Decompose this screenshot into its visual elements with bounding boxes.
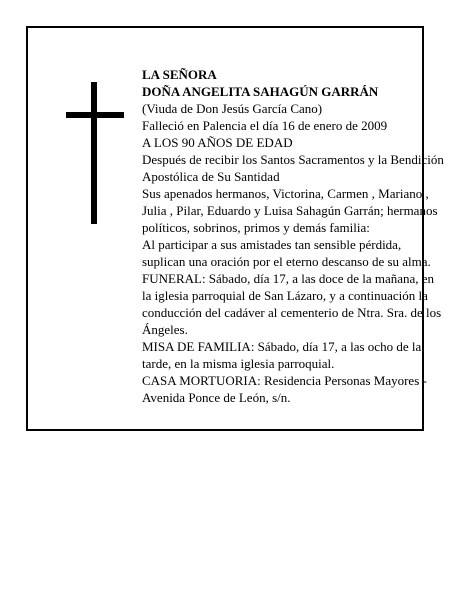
- age-line: A LOS 90 AÑOS DE EDAD: [142, 135, 293, 150]
- family-mass-paragraph: MISA DE FAMILIA: Sábado, día 17, a las ocho de la tarde, en la misma iglesia parroquial.: [142, 339, 422, 371]
- cross-vertical-bar: [91, 82, 97, 224]
- heading-title: LA SEÑORA: [142, 67, 217, 82]
- family-paragraph: Sus apenados hermanos, Victorina, Carmen , Mariano , Julia , Pilar, Eduardo y Luisa Sahagún Garrán; hermanos políticos, sobrinos, primos y demás familia:: [142, 186, 438, 235]
- obituary-card: [26, 26, 444, 431]
- funeral-paragraph: FUNERAL: Sábado, día 17, a las doce de la mañana, en la iglesia parroquial de San Lázaro, y a continuación la conducción del cadáver al cementerio de Ntra. Sra. de los Ángeles.: [142, 271, 442, 337]
- request-paragraph: Al participar a sus amistades tan sensible pérdida, suplican una oración por el eterno descanso de su alma.: [142, 237, 431, 269]
- death-line: Falleció en Palencia el día 16 de enero de 2009: [142, 118, 388, 133]
- widow-line: (Viuda de Don Jesús García Cano): [142, 101, 323, 116]
- funeral-home-paragraph: CASA MORTUORIA: Residencia Personas Mayores - Avenida Ponce de León, s/n.: [142, 373, 427, 405]
- sacraments-paragraph: Después de recibir los Santos Sacramentos y la Bendición Apostólica de Su Santidad: [142, 152, 444, 184]
- cross-horizontal-bar: [66, 112, 124, 118]
- obituary-text: [142, 66, 446, 406]
- deceased-name: DOÑA ANGELITA SAHAGÚN GARRÁN: [142, 84, 379, 99]
